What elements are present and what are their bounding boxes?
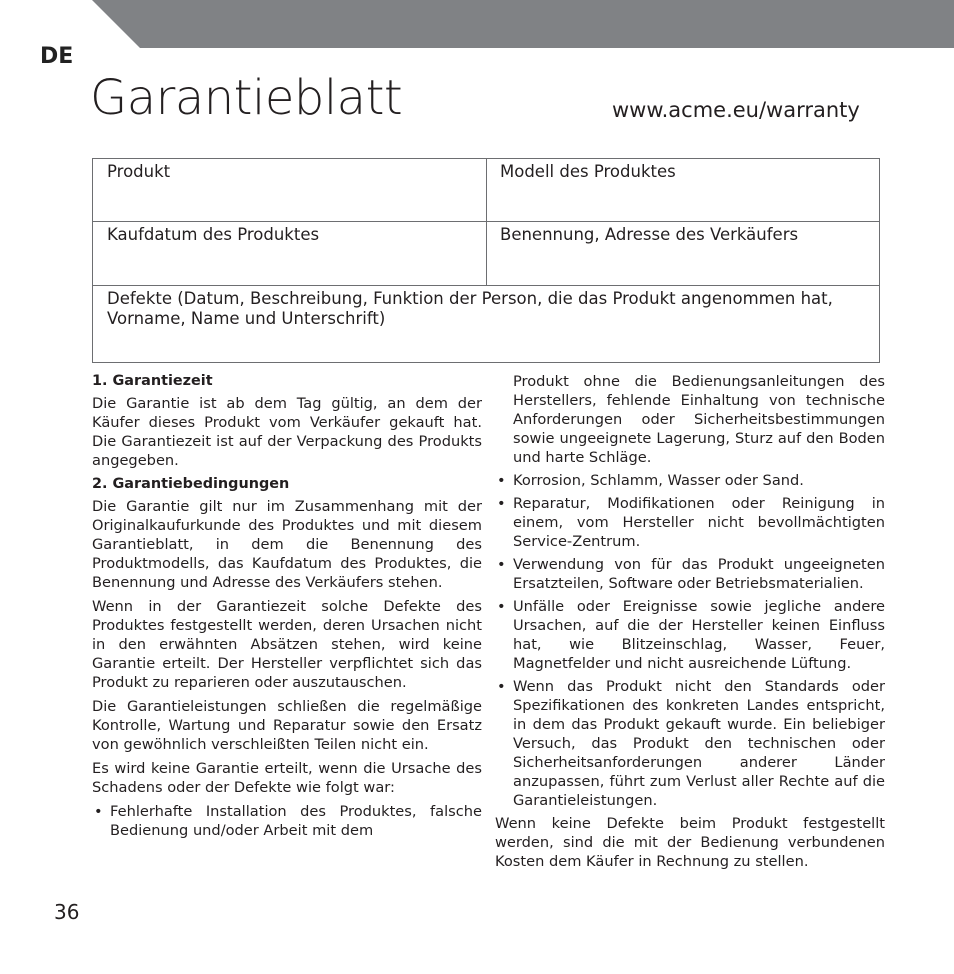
defects-field[interactable]: Defekte (Datum, Beschreibung, Funktion der Person, die das Produkt angenommen hat, Vorname, Name und Unterschrift): [107, 289, 833, 328]
left-column: [92, 372, 482, 844]
exclusion-list: [92, 802, 482, 840]
warranty-url[interactable]: www.acme.eu/warranty: [612, 98, 860, 122]
paragraph: Wenn keine Defekte beim Produkt festgestellt werden, sind die mit der Bedienung verbundenen Kosten dem Käufer in Rechnung zu stellen.: [495, 815, 885, 870]
right-column: [495, 372, 885, 876]
page-number: 36: [54, 900, 80, 924]
table-divider: [93, 285, 879, 286]
list-item: • Fehlerhafte Installation des Produktes, falsche Bedienung und/oder Arbeit mit dem: [92, 802, 482, 840]
list-item: • Verwendung von für das Produkt ungeeigneten Ersatzteilen, Software oder Betriebsmaterialien.: [495, 555, 885, 593]
paragraph: Die Garantie ist ab dem Tag gültig, an dem der Käufer dieses Produkt vom Verkäufer gekauft hat. Die Garantiezeit ist auf der Verpackung des Produkts angegeben.: [92, 395, 482, 469]
header-banner: [0, 0, 954, 48]
language-code: DE: [40, 44, 74, 69]
list-item: • Korrosion, Schlamm, Wasser oder Sand.: [495, 471, 885, 490]
list-item: • Reparatur, Modifikationen oder Reinigung in einem, vom Hersteller nicht bevollmächtigten Service-Zentrum.: [495, 494, 885, 551]
page-title: Garantieblatt: [90, 70, 403, 126]
paragraph: Wenn in der Garantiezeit solche Defekte des Produktes festgestellt werden, deren Ursachen nicht in den erwähnten Absätzen stehen, wird keine Garantie erteilt. Der Hersteller verpflichtet sich das Produkt zu reparieren oder auszutauschen.: [92, 598, 482, 691]
exclusion-list: [495, 471, 885, 810]
paragraph: Die Garantieleistungen schließen die regelmäßige Kontrolle, Wartung und Reparatur sowie den Ersatz von gewöhnlich verschleißten Teilen nicht ein.: [92, 698, 482, 753]
warranty-form-table: [92, 158, 880, 363]
section-heading-warranty-conditions: 2. Garantiebedingungen: [92, 476, 290, 492]
section-heading-warranty-period: 1. Garantiezeit: [92, 373, 213, 389]
paragraph: Die Garantie gilt nur im Zusammenhang mit der Originalkaufurkunde des Produktes und mit diesem Garantieblatt, in dem die Benennung des Produktmodells, das Kaufdatum des Produktes, die Benennung und Adresse des Verkäufers stehen.: [92, 498, 482, 591]
list-item: • Unfälle oder Ereignisse sowie jegliche andere Ursachen, auf die der Hersteller keinen Einfluss hat, wie Blitzeinschlag, Wasser, Feuer, Magnetfelder und nicht ausreichende Lüftung.: [495, 597, 885, 673]
table-divider: [486, 159, 487, 285]
list-item-continuation: Produkt ohne die Bedienungsanleitungen des Herstellers, fehlende Einhaltung von technische Anforderungen oder Sicherheitsbestimmungen sowie ungeeignete Lagerung, Sturz auf den Boden und harte Schläge.: [513, 373, 885, 466]
model-field[interactable]: Modell des Produktes: [500, 162, 676, 181]
product-field[interactable]: Produkt: [107, 162, 171, 181]
list-item: • Wenn das Produkt nicht den Standards oder Spezifikationen des konkreten Landes entspricht, in dem das Produkt gekauft wurde. Ein beliebiger Versuch, das Produkt den technischen oder Sicherheitsanforderungen anderer Länder anzupassen, führt zum Verlust aller Rechte auf die Garantieleistungen.: [495, 677, 885, 810]
purchase-date-field[interactable]: Kaufdatum des Produktes: [107, 225, 320, 244]
paragraph: Es wird keine Garantie erteilt, wenn die Ursache des Schadens oder der Defekte wie folgt war:: [92, 760, 482, 796]
seller-field[interactable]: Benennung, Adresse des Verkäufers: [500, 225, 799, 244]
